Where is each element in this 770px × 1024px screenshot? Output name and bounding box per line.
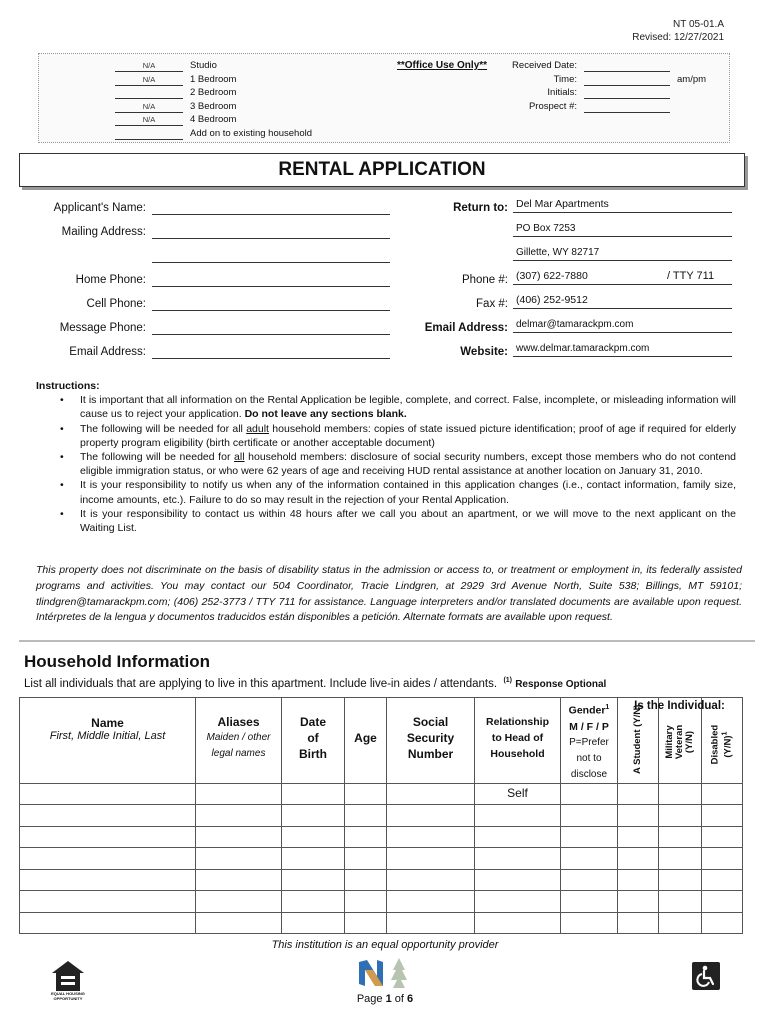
name-cell[interactable]: [20, 826, 196, 848]
return-po-box: PO Box 7253: [513, 222, 732, 237]
ssn-cell[interactable]: [387, 869, 475, 891]
equal-housing-text: EQUAL HOUSING OPPORTUNITY: [51, 991, 85, 1001]
page-number: Page 1 of 6: [356, 993, 414, 1005]
col-ssn: Social Security Number: [387, 698, 475, 784]
section-divider: [19, 640, 755, 642]
cell-phone-label-wrap: [20, 296, 146, 314]
unit-field[interactable]: N/A: [115, 60, 183, 72]
name-cell[interactable]: [20, 891, 196, 913]
office-use-box: [38, 53, 730, 143]
time-label: Time:: [553, 73, 577, 85]
cell-phone-field[interactable]: [152, 296, 390, 311]
age-cell[interactable]: [345, 826, 387, 848]
bullet-icon: •: [60, 479, 64, 492]
disabled-cell[interactable]: [702, 912, 743, 934]
prospect-field[interactable]: [584, 101, 670, 113]
col-aliases: Aliases Maiden / other legal names: [196, 698, 282, 784]
phone-label-wrap: [400, 272, 508, 290]
student-cell[interactable]: [618, 912, 659, 934]
gender-cell[interactable]: [561, 805, 618, 827]
disabled-cell[interactable]: [702, 848, 743, 870]
student-cell[interactable]: [618, 891, 659, 913]
household-table: [19, 697, 743, 934]
unit-label: Studio: [190, 60, 217, 71]
gender-cell[interactable]: [561, 783, 618, 805]
name-cell[interactable]: [20, 848, 196, 870]
bullet-icon: •: [60, 451, 64, 464]
mailing-address-label: Mailing Address:: [61, 226, 146, 238]
veteran-cell[interactable]: [659, 891, 702, 913]
return-website: www.delmar.tamarackpm.com: [513, 342, 732, 357]
household-member-row: [20, 869, 743, 891]
household-title: Household Information: [24, 652, 211, 671]
ssn-cell[interactable]: [387, 805, 475, 827]
aliases-cell[interactable]: [196, 891, 282, 913]
company-logo-icon: [355, 956, 415, 990]
relationship-cell[interactable]: [475, 805, 561, 827]
veteran-cell[interactable]: [659, 805, 702, 827]
message-phone-field[interactable]: [152, 320, 390, 335]
return-email-label-wrap: [400, 320, 508, 338]
unit-label: 2 Bedroom: [190, 87, 237, 98]
cell-phone-label: Cell Phone:: [86, 298, 146, 310]
gender-cell[interactable]: [561, 869, 618, 891]
non-discrimination-notice: This property does not discriminate on the basis of disability status in the admission or access to, or treatment or employment in, its federally assisted programs and activities. You may contact our 504 Coordinator, Tracie Lindgren, at 2929 3rd Avenue North, Suite 538; Billings, MT 59101; tlindgren@tamarackpm.com; (406) 252-3773 / TTY 711 for assistance. Language interpreters and/or translated documents are available upon request. Intérpretes de la lengua y documentos traducidos están disponibles a petición. Alternate formats are available upon request.: [36, 564, 742, 624]
aliases-cell[interactable]: [196, 848, 282, 870]
instruction-item: • It is your responsibility to contact us within 48 hours after we call you about an apartment, or we will move to the next applicant on the Waiting List.: [60, 507, 736, 535]
col-student: A Student (Y/N): [618, 698, 659, 784]
age-cell[interactable]: [345, 891, 387, 913]
age-cell[interactable]: [345, 805, 387, 827]
return-tty: / TTY 711: [667, 270, 715, 282]
unit-field[interactable]: N/A: [115, 114, 183, 126]
disabled-cell[interactable]: [702, 826, 743, 848]
instruction-item: • It is important that all information on the Rental Application be legible, complete, and correct. False, incomplete, or misleading information will cause us to reject your application. Do not leave any sections blank.: [60, 394, 736, 421]
return-city: Gillette, WY 82717: [513, 246, 732, 261]
age-cell[interactable]: [345, 869, 387, 891]
bullet-icon: •: [60, 394, 64, 407]
name-cell[interactable]: [20, 783, 196, 805]
student-cell[interactable]: [618, 869, 659, 891]
gender-cell[interactable]: [561, 826, 618, 848]
received-date-label: Received Date:: [512, 60, 577, 71]
phone-label: Phone #:: [461, 274, 508, 286]
student-cell[interactable]: [618, 783, 659, 805]
ssn-cell[interactable]: [387, 826, 475, 848]
mailing-address-label-wrap: [20, 224, 146, 242]
email-field[interactable]: [152, 344, 390, 359]
name-cell[interactable]: [20, 805, 196, 827]
return-email-label: Email Address:: [424, 322, 508, 334]
gender-cell[interactable]: [561, 848, 618, 870]
unit-field[interactable]: N/A: [115, 74, 183, 86]
relationship-cell[interactable]: Self: [475, 783, 561, 805]
veteran-cell[interactable]: [659, 826, 702, 848]
unit-label: 3 Bedroom: [190, 100, 237, 112]
prospect-label: Prospect #:: [528, 100, 577, 112]
form-number: NT 05-01.A: [673, 19, 724, 30]
col-name: Name First, Middle Initial, Last: [20, 698, 196, 784]
col-relationship: Relationship to Head of Household: [475, 698, 561, 784]
col-veteran: Military Veteran (Y/N): [659, 698, 702, 784]
instructions: [36, 379, 736, 535]
website-label-wrap: [400, 344, 508, 362]
veteran-cell[interactable]: [659, 783, 702, 805]
home-phone-field[interactable]: [152, 272, 390, 287]
mailing-address-field[interactable]: [152, 224, 390, 239]
dob-cell[interactable]: [282, 826, 345, 848]
household-member-row: [20, 783, 743, 805]
email-label: Email Address:: [69, 346, 146, 358]
household-member-row: [20, 891, 743, 913]
household-member-row: [20, 912, 743, 934]
dob-cell[interactable]: [282, 912, 345, 934]
age-cell[interactable]: [345, 848, 387, 870]
page-title: RENTAL APPLICATION: [19, 153, 745, 187]
aliases-cell[interactable]: [196, 869, 282, 891]
student-cell[interactable]: [618, 826, 659, 848]
ssn-cell[interactable]: [387, 912, 475, 934]
applicant-name-label-wrap: [20, 200, 146, 218]
relationship-cell[interactable]: [475, 891, 561, 913]
ssn-cell[interactable]: [387, 848, 475, 870]
unit-label: Add on to existing household: [190, 127, 313, 139]
instruction-item: • The following will be needed for all household members: disclosure of social security numbers, except those members who do not contend eligible immigration status, or who were 62 years of age and receiving HUD rental assistance at another location on January 31, 2010.: [60, 451, 736, 478]
age-cell[interactable]: [345, 912, 387, 934]
household-member-row: [20, 826, 743, 848]
relationship-cell[interactable]: [475, 848, 561, 870]
aliases-cell[interactable]: [196, 912, 282, 934]
fax-label: Fax #:: [476, 298, 508, 310]
name-cell[interactable]: [20, 869, 196, 891]
email-label-wrap: [20, 344, 146, 362]
gender-cell[interactable]: [561, 912, 618, 934]
bullet-icon: •: [60, 507, 64, 520]
col-date-of-birth: Date of Birth: [282, 698, 345, 784]
form-header: [632, 18, 724, 44]
household-member-row: [20, 848, 743, 870]
household-subtitle: List all individuals that are applying to live in this apartment. Include live-in aides / attendants. $^{(1)}$ Response Optional: [24, 677, 607, 690]
unit-field[interactable]: [115, 87, 183, 99]
instruction-item: • It is your responsibility to notify us when any of the information contained in this application changes (i.e., contact information, family size, income amounts, etc.). Failure to do so may result in the rejection of your Rental Application.: [60, 479, 736, 506]
return-to-label-wrap: [400, 200, 508, 218]
return-fax: (406) 252-9512: [513, 294, 732, 309]
return-to-label: Return to:: [453, 202, 508, 214]
is-the-individual-heading: Is the Individual:: [634, 700, 725, 712]
age-cell[interactable]: [345, 783, 387, 805]
col-gender: Gender$^1$ M / F / P P=Prefer not to disclose: [561, 698, 618, 784]
unit-field[interactable]: [115, 128, 183, 140]
initials-label: Initials:: [547, 87, 577, 98]
aliases-cell[interactable]: [196, 783, 282, 805]
relationship-cell[interactable]: [475, 869, 561, 891]
mailing-address-field-2[interactable]: [152, 248, 390, 263]
disabled-cell[interactable]: [702, 891, 743, 913]
ssn-cell[interactable]: [387, 891, 475, 913]
disabled-cell[interactable]: [702, 783, 743, 805]
veteran-cell[interactable]: [659, 869, 702, 891]
aliases-cell[interactable]: [196, 805, 282, 827]
received-date-field[interactable]: [584, 60, 670, 72]
return-phone-line: [513, 270, 732, 285]
relationship-cell[interactable]: [475, 912, 561, 934]
instruction-item: • The following will be needed for all adult household members: copies of state issued picture identification; proof of age if required for elderly property program eligibility (birth certificate or another acceptable document): [60, 422, 736, 449]
applicant-name-label: Applicant's Name:: [53, 202, 146, 214]
dob-cell[interactable]: [282, 891, 345, 913]
dob-cell[interactable]: [282, 783, 345, 805]
unit-field[interactable]: N/A: [115, 101, 183, 113]
instructions-title: Instructions:: [36, 380, 100, 392]
disabled-cell[interactable]: [702, 805, 743, 827]
equal-opportunity-note: This institution is an equal opportunity provider: [271, 939, 499, 951]
ssn-cell[interactable]: [387, 783, 475, 805]
website-label: Website:: [460, 346, 508, 358]
name-cell[interactable]: [20, 912, 196, 934]
revised-date: Revised: 12/27/2021: [632, 32, 724, 43]
veteran-cell[interactable]: [659, 912, 702, 934]
dob-cell[interactable]: [282, 848, 345, 870]
student-cell[interactable]: [618, 848, 659, 870]
office-use-title: **Office Use Only**: [397, 60, 488, 71]
message-phone-label-wrap: [20, 320, 146, 338]
accessibility-icon: [692, 962, 720, 990]
return-name: Del Mar Apartments: [513, 198, 732, 213]
unit-label: 4 Bedroom: [190, 114, 237, 125]
col-age: Age: [345, 698, 387, 784]
aliases-cell[interactable]: [196, 826, 282, 848]
dob-cell[interactable]: [282, 869, 345, 891]
student-cell[interactable]: [618, 805, 659, 827]
dob-cell[interactable]: [282, 805, 345, 827]
time-field[interactable]: [584, 74, 670, 86]
veteran-cell[interactable]: [659, 848, 702, 870]
initials-field[interactable]: [584, 87, 670, 99]
return-email: delmar@tamarackpm.com: [513, 318, 732, 333]
home-phone-label-wrap: [20, 272, 146, 290]
applicant-name-field[interactable]: [152, 200, 390, 215]
message-phone-label: Message Phone:: [59, 322, 146, 334]
initials-row: [439, 87, 577, 101]
bullet-icon: •: [60, 422, 64, 435]
household-rows: [20, 783, 743, 934]
fax-label-wrap: [400, 296, 508, 314]
gender-cell[interactable]: [561, 891, 618, 913]
instructions-list: [36, 393, 736, 535]
ampm-label: am/pm: [677, 73, 707, 85]
relationship-cell[interactable]: [475, 826, 561, 848]
unit-label: 1 Bedroom: [190, 73, 237, 85]
time-row: [439, 74, 577, 88]
col-disabled: Disabled $(Y/N)^1$: [702, 698, 743, 784]
received-date-row: [439, 60, 577, 74]
return-phone: (307) 622-7880: [516, 270, 588, 282]
disabled-cell[interactable]: [702, 869, 743, 891]
household-member-row: [20, 805, 743, 827]
home-phone-label: Home Phone:: [75, 274, 146, 286]
prospect-row: [439, 101, 577, 115]
